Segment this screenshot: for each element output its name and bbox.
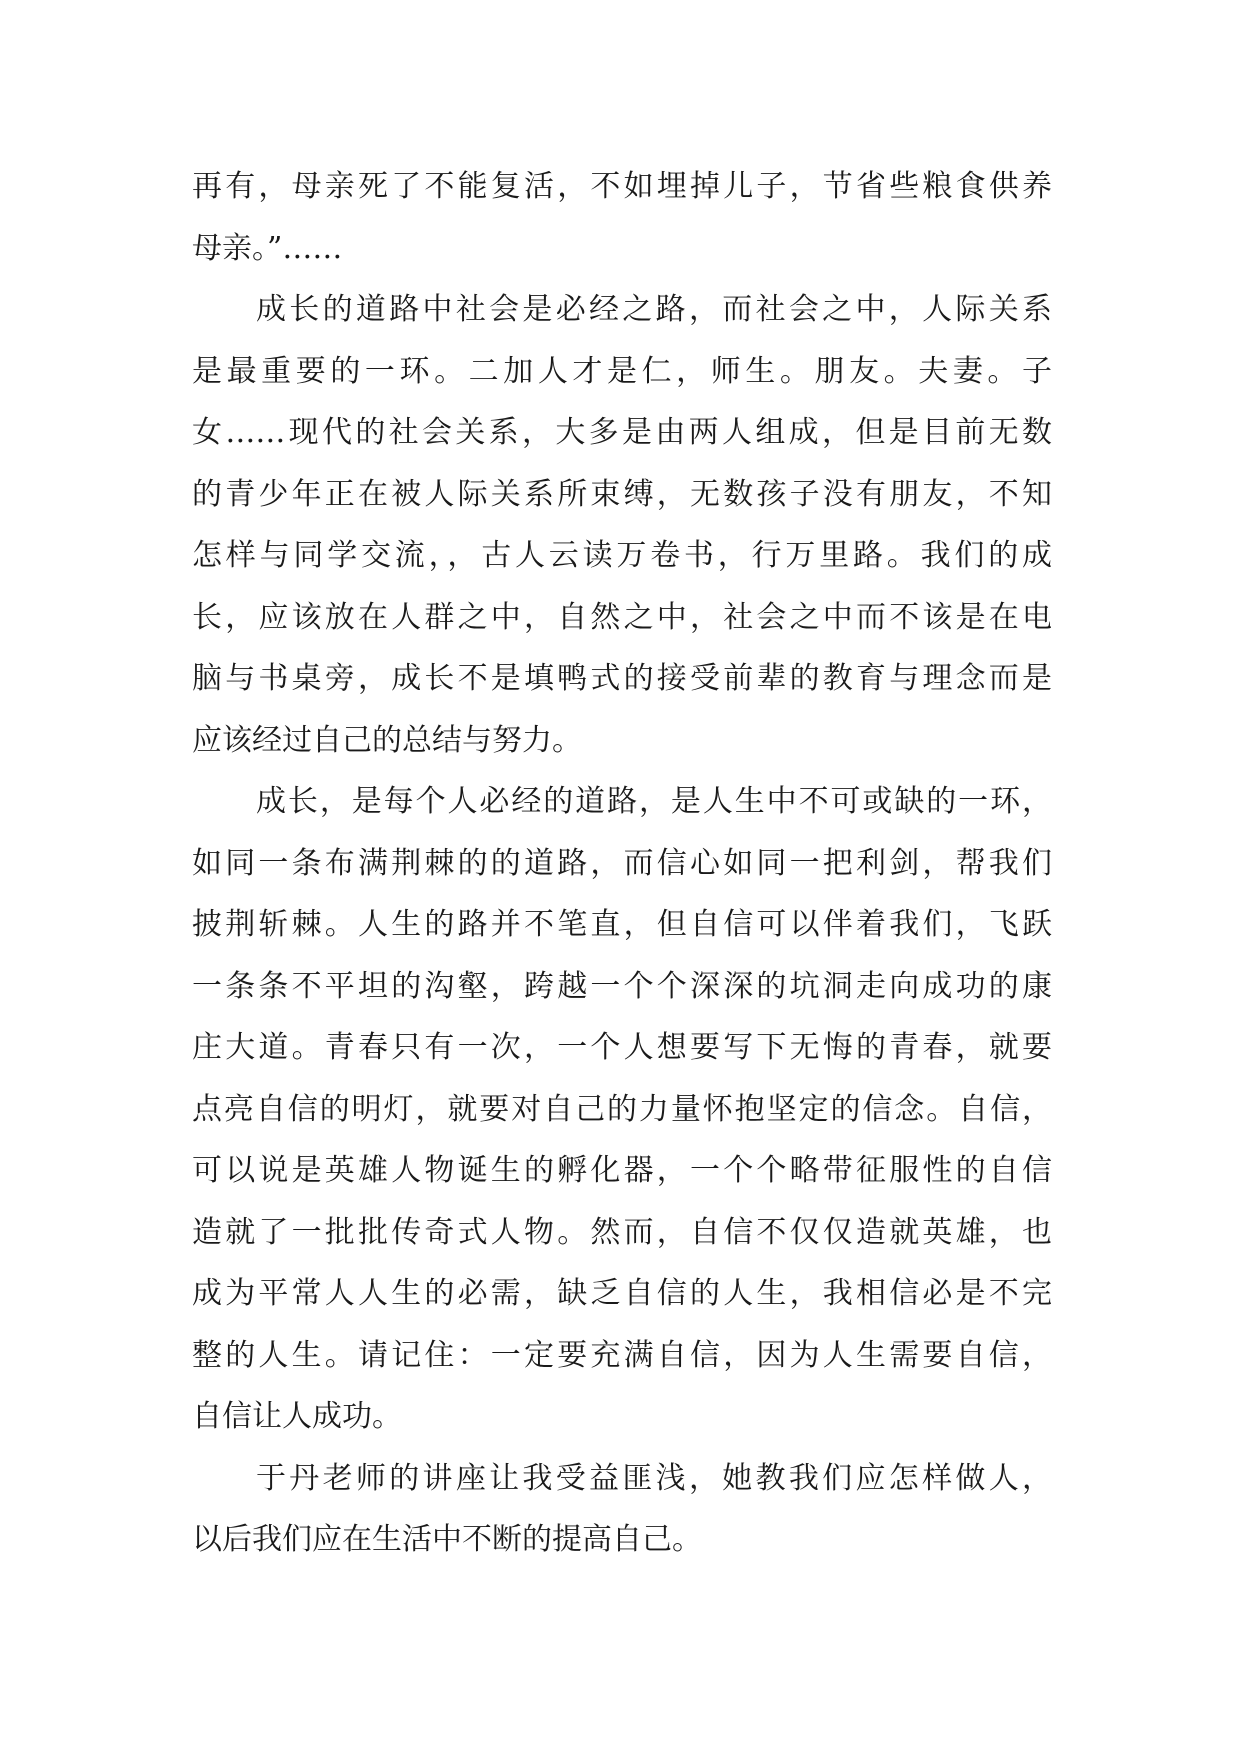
text-line: 脑与书桌旁，成长不是填鸭式的接受前辈的教育与理念而是 [192, 661, 1052, 696]
text-line: 母亲。”…… [192, 230, 343, 266]
text-line: 点亮自信的明灯，就要对自己的力量怀抱坚定的信念。自信， [192, 1091, 1052, 1127]
paragraph-1 [192, 156, 1052, 279]
text-line: 庄大道。青春只有一次，一个人想要写下无悔的青春，就要 [192, 1030, 1052, 1065]
text-line: 长，应该放在人群之中，自然之中，社会之中而不该是在电 [192, 599, 1052, 635]
text-line: 怎样与同学交流，，古人云读万卷书，行万里路。我们的成 [192, 538, 1052, 573]
paragraph-2 [192, 279, 1052, 771]
paragraph-3 [192, 771, 1052, 1448]
text-line: 披荆斩棘。人生的路并不笔直，但自信可以伴着我们，飞跃 [192, 907, 1052, 942]
text-line: 自信让人成功。 [192, 1399, 402, 1434]
text-line: 成为平常人人生的必需，缺乏自信的人生，我相信必是不完 [192, 1276, 1052, 1311]
text-line: 成长，是每个人必经的道路，是人生中不可或缺的一环， [256, 784, 1052, 819]
text-line: 女……现代的社会关系，大多是由两人组成，但是目前无数 [192, 415, 1052, 450]
text-line: 应该经过自己的总结与努力。 [192, 722, 582, 758]
text-line: 于丹老师的讲座让我受益匪浅，她教我们应怎样做人， [256, 1460, 1052, 1496]
text-line: 整的人生。请记住：一定要充满自信，因为人生需要自信， [192, 1337, 1052, 1373]
text-line: 是最重要的一环。二加人才是仁，师生。朋友。夫妻。子 [192, 353, 1052, 389]
text-line: 以后我们应在生活中不断的提高自己。 [192, 1522, 702, 1557]
text-line: 造就了一批批传奇式人物。然而，自信不仅仅造就英雄，也 [192, 1214, 1052, 1250]
text-line: 的青少年正在被人际关系所束缚，无数孩子没有朋友，不知 [192, 476, 1052, 512]
document-body [192, 156, 1052, 1571]
text-line: 成长的道路中社会是必经之路，而社会之中，人际关系 [256, 292, 1052, 327]
text-line: 如同一条布满荆棘的的道路，而信心如同一把利剑，帮我们 [192, 845, 1052, 881]
text-line: 可以说是英雄人物诞生的孵化器，一个个略带征服性的自信 [192, 1153, 1052, 1188]
paragraph-4 [192, 1448, 1052, 1571]
text-line: 再有，母亲死了不能复活，不如埋掉儿子，节省些粮食供养 [192, 169, 1052, 204]
text-line: 一条条不平坦的沟壑，跨越一个个深深的坑洞走向成功的康 [192, 968, 1052, 1004]
